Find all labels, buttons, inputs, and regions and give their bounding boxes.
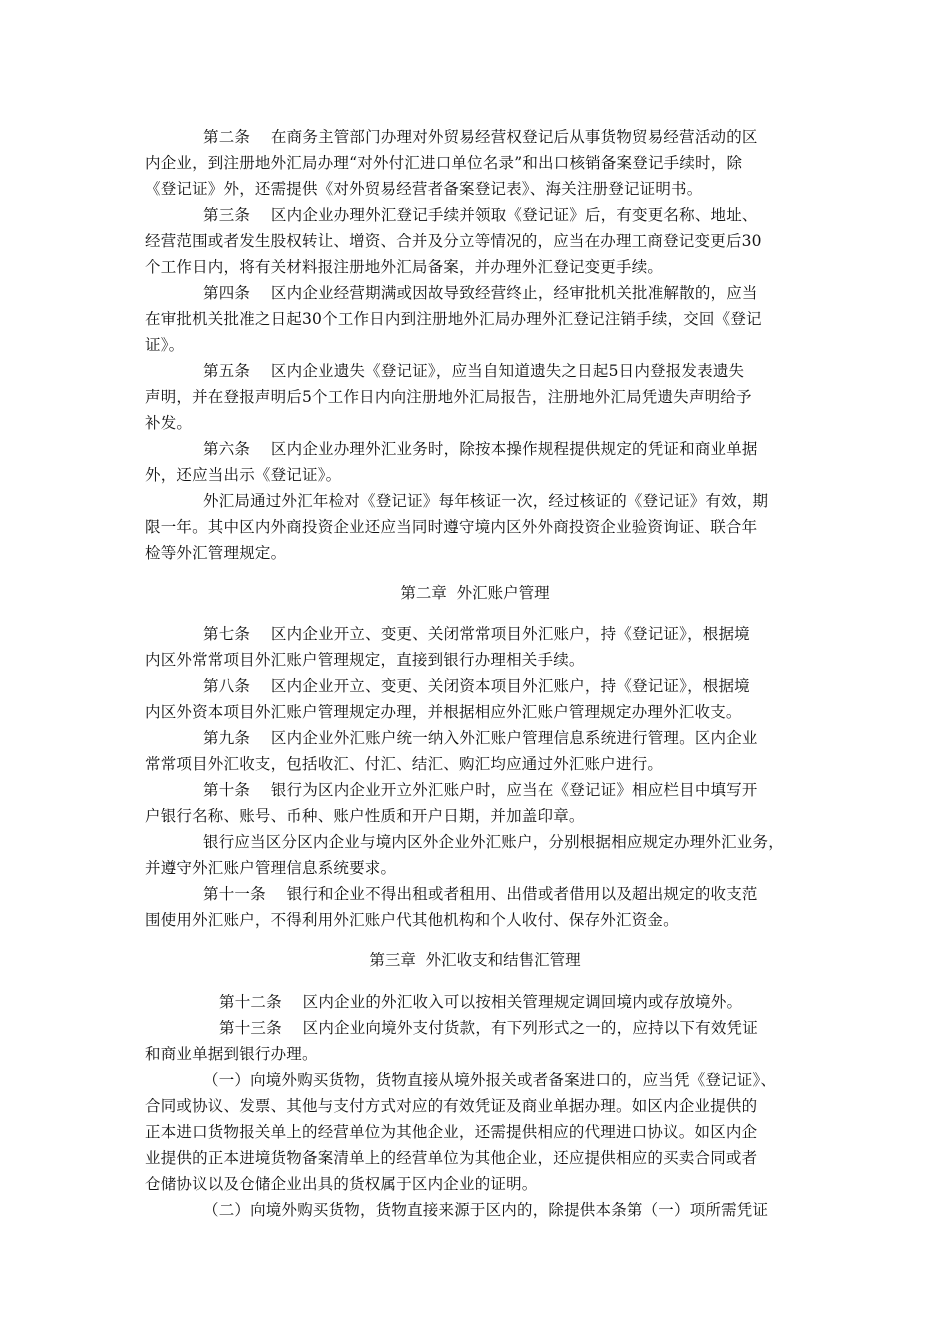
article-3-line-3: 个工作日内，将有关材料报注册地外汇局备案，并办理外汇登记变更手续。 (145, 258, 664, 276)
article-10-line-1: 第十条 银行为区内企业开立外汇账户时，应当在《登记证》相应栏目中填写开 (203, 781, 758, 799)
article-6-para-2-line-3: 检等外汇管理规定。 (145, 544, 287, 562)
chapter-2-heading: 第二章 外汇账户管理 (400, 584, 550, 602)
article-8-line-2: 内区外资本项目外汇账户管理规定办理，并根据相应外汇账户管理规定办理外汇收支。 (145, 703, 742, 721)
article-8-line-1: 第八条 区内企业开立、变更、关闭资本项目外汇账户，持《登记证》，根据境 (203, 677, 750, 695)
article-12-line-1: 第十二条 区内企业的外汇收入可以按相关管理规定调回境内或存放境外。 (219, 993, 743, 1011)
article-2-line-1: 第二条 在商务主管部门办理对外贸易经营权登记后从事货物贸易经营活动的区 (203, 128, 758, 146)
chapter-3-heading: 第三章 外汇收支和结售汇管理 (369, 951, 581, 969)
clause-1-line-5: 仓储协议以及仓储企业出具的货权属于区内企业的证明。 (145, 1175, 538, 1193)
article-6-para-2-line-2: 限一年。其中区内外商投资企业还应当同时遵守境内区外外商投资企业验资询证、联合年 (145, 518, 758, 536)
article-3-line-1: 第三条 区内企业办理外汇登记手续并领取《登记证》后，有变更名称、地址、 (203, 206, 758, 224)
article-4-line-2: 在审批机关批准之日起30个工作日内到注册地外汇局办理外汇登记注销手续，交回《登记 (145, 310, 762, 328)
clause-1-line-1: （一）向境外购买货物，货物直接从境外报关或者备案进口的，应当凭《登记证》、 (203, 1071, 777, 1089)
clause-1-line-3: 正本进口货物报关单上的经营单位为其他企业，还需提供相应的代理进口协议。如区内企 (145, 1123, 758, 1141)
article-9-line-1: 第九条 区内企业外汇账户统一纳入外汇账户管理信息系统进行管理。区内企业 (203, 729, 758, 747)
clause-2-line-1: （二）向境外购买货物，货物直接来源于区内的，除提供本条第（一）项所需凭证 (203, 1201, 769, 1219)
article-11-line-2: 围使用外汇账户，不得利用外汇账户代其他机构和个人收付、保存外汇资金。 (145, 911, 679, 929)
article-4-line-3: 证》。 (145, 336, 185, 354)
article-3-line-2: 经营范围或者发生股权转让、增资、合并及分立等情况的，应当在办理工商登记变更后30 (145, 232, 762, 250)
article-6-line-2: 外，还应当出示《登记证》。 (145, 466, 342, 484)
article-13-line-2: 和商业单据到银行办理。 (145, 1045, 318, 1063)
article-7-line-2: 内区外常常项目外汇账户管理规定，直接到银行办理相关手续。 (145, 651, 585, 669)
article-6-line-1: 第六条 区内企业办理外汇业务时，除按本操作规程提供规定的凭证和商业单据 (203, 440, 758, 458)
article-11-line-1: 第十一条 银行和企业不得出租或者租用、出借或者借用以及超出规定的收支范 (203, 885, 758, 903)
article-2-line-3: 《登记证》外，还需提供《对外贸易经营者备案登记表》、海关注册登记证明书。 (145, 180, 703, 198)
article-10-para-2-line-1: 银行应当区分区内企业与境内区外企业外汇账户，分别根据相应规定办理外汇业务， (203, 833, 784, 851)
article-5-line-3: 补发。 (145, 414, 193, 432)
article-5-line-2: 声明，并在登报声明后5个工作日内向注册地外汇局报告，注册地外汇局凭遗失声明给予 (145, 388, 752, 406)
article-13-line-1: 第十三条 区内企业向境外支付货款，有下列形式之一的，应持以下有效凭证 (219, 1019, 758, 1037)
article-10-para-2-line-2: 并遵守外汇账户管理信息系统要求。 (145, 859, 397, 877)
article-4-line-1: 第四条 区内企业经营期满或因故导致经营终止，经审批机关批准解散的，应当 (203, 284, 758, 302)
clause-1-line-2: 合同或协议、发票、其他与支付方式对应的有效凭证及商业单据办理。如区内企业提供的 (145, 1097, 758, 1115)
article-9-line-2: 常常项目外汇收支，包括收汇、付汇、结汇、购汇均应通过外汇账户进行。 (145, 755, 664, 773)
clause-1-line-4: 业提供的正本进境货物备案清单上的经营单位为其他企业，还应提供相应的买卖合同或者 (145, 1149, 758, 1167)
article-6-para-2-line-1: 外汇局通过外汇年检对《登记证》每年核证一次，经过核证的《登记证》有效，期 (203, 492, 769, 510)
article-7-line-1: 第七条 区内企业开立、变更、关闭常常项目外汇账户，持《登记证》，根据境 (203, 625, 750, 643)
article-5-line-1: 第五条 区内企业遗失《登记证》，应当自知道遗失之日起5日内登报发表遗失 (203, 362, 745, 380)
article-2-line-2: 内企业，到注册地外汇局办理“对外付汇进口单位名录”和出口核销备案登记手续时，除 (145, 154, 743, 172)
article-10-line-2: 户银行名称、账号、币种、账户性质和开户日期，并加盖印章。 (145, 807, 585, 825)
